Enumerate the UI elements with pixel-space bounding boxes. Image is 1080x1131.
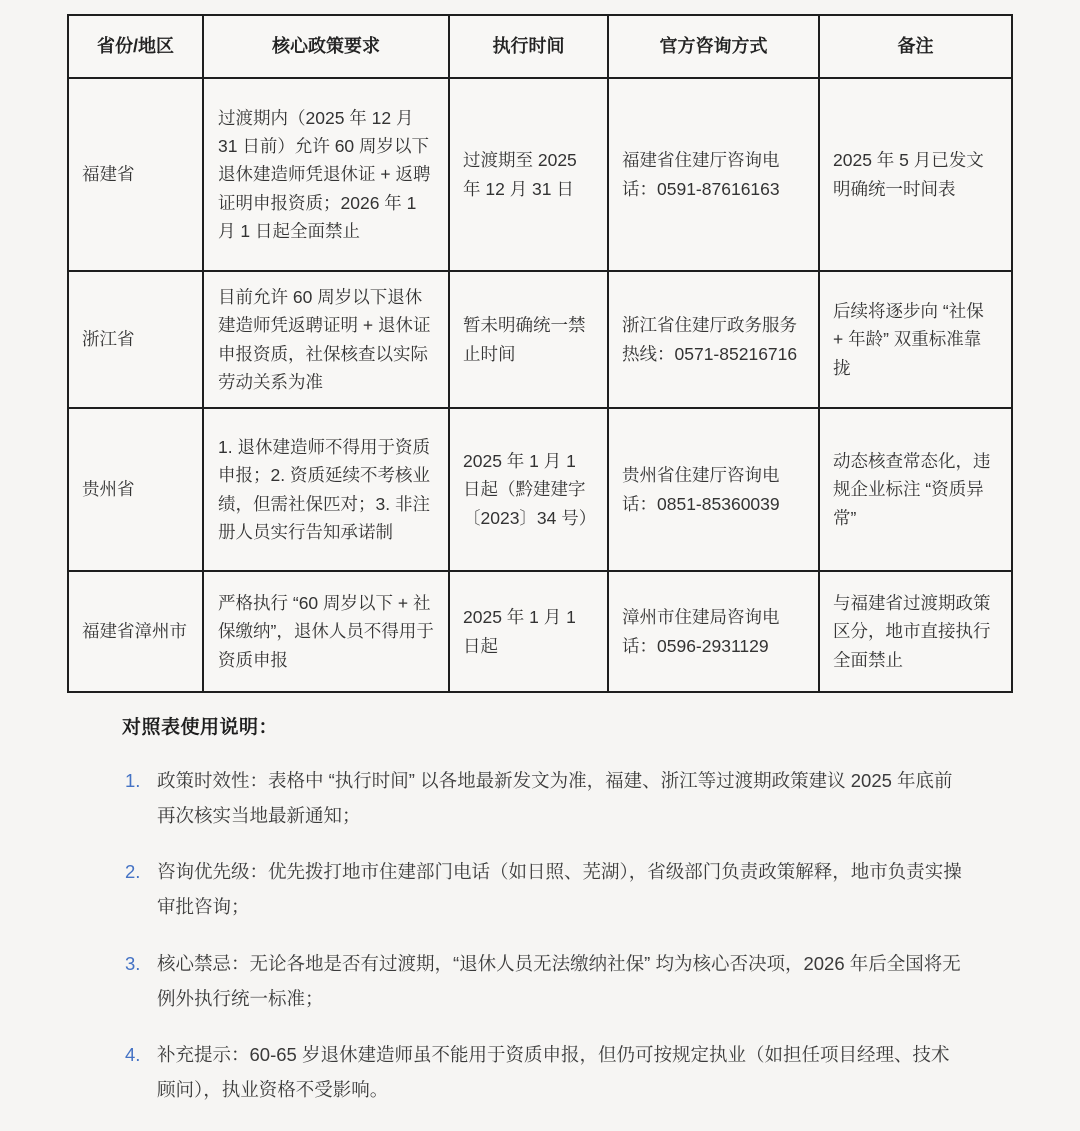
col-header-contact: 官方咨询方式 xyxy=(608,15,819,78)
cell-contact: 福建省住建厅咨询电话：0591-87616163 xyxy=(608,78,819,271)
note-number: 3. xyxy=(125,952,141,974)
table-row xyxy=(68,408,1012,571)
cell-policy: 严格执行 “60 周岁以下 + 社保缴纳”，退休人员不得用于资质申报 xyxy=(203,571,449,692)
cell-note: 2025 年 5 月已发文明确统一时间表 xyxy=(819,78,1012,271)
note-number: 2. xyxy=(125,861,141,883)
notes-title: 对照表使用说明： xyxy=(122,717,279,738)
cell-province: 福建省 xyxy=(68,78,203,271)
cell-province: 福建省漳州市 xyxy=(68,571,203,692)
col-header-policy: 核心政策要求 xyxy=(203,15,449,78)
cell-note: 与福建省过渡期政策区分，地市直接执行全面禁止 xyxy=(819,571,1012,692)
cell-policy: 目前允许 60 周岁以下退休建造师凭返聘证明 + 退休证申报资质，社保核查以实际劳动关系为准 xyxy=(203,271,449,408)
note-item xyxy=(122,763,967,833)
note-text: 政策时效性：表格中 “执行时间” 以各地最新发文为准，福建、浙江等过渡期政策建议 2025 年底前再次核实当地最新通知； xyxy=(157,770,953,827)
table-row xyxy=(68,271,1012,408)
cell-policy: 1. 退休建造师不得用于资质申报；2. 资质延续不考核业绩，但需社保匹对；3. 非注册人员实行告知承诺制 xyxy=(203,408,449,571)
col-header-province: 省份/地区 xyxy=(68,15,203,78)
cell-time: 暂未明确统一禁止时间 xyxy=(449,271,608,408)
cell-province: 浙江省 xyxy=(68,271,203,408)
cell-time: 过渡期至 2025 年 12 月 31 日 xyxy=(449,78,608,271)
cell-note: 后续将逐步向 “社保 + 年龄” 双重标准靠拢 xyxy=(819,271,1012,408)
cell-contact: 贵州省住建厅咨询电话：0851-85360039 xyxy=(608,408,819,571)
note-item xyxy=(122,1037,967,1107)
note-text: 核心禁忌：无论各地是否有过渡期，“退休人员无法缴纳社保” 均为核心否决项，2026 年后全国将无例外执行统一标准； xyxy=(157,952,961,1009)
col-header-note: 备注 xyxy=(819,15,1012,78)
cell-contact: 浙江省住建厅政务服务热线：0571-85216716 xyxy=(608,271,819,408)
policy-comparison-table xyxy=(67,14,1013,693)
notes-section xyxy=(122,712,967,1128)
col-header-time: 执行时间 xyxy=(449,15,608,78)
note-number: 4. xyxy=(125,1043,141,1065)
cell-time: 2025 年 1 月 1 日起（黔建建字〔2023〕34 号） xyxy=(449,408,608,571)
note-text: 咨询优先级：优先拨打地市住建部门电话（如日照、芜湖），省级部门负责政策解释，地市负责实操审批咨询； xyxy=(157,861,962,918)
table-row xyxy=(68,78,1012,271)
note-text: 补充提示：60-65 岁退休建造师虽不能用于资质申报，但仍可按规定执业（如担任项目经理、技术顾问），执业资格不受影响。 xyxy=(157,1043,950,1100)
table-row xyxy=(68,571,1012,692)
cell-time: 2025 年 1 月 1 日起 xyxy=(449,571,608,692)
note-number: 1. xyxy=(125,770,141,791)
table-header-row xyxy=(68,15,1012,78)
note-item xyxy=(122,854,967,924)
cell-policy: 过渡期内（2025 年 12 月 31 日前）允许 60 周岁以下退休建造师凭退休证 + 返聘证明申报资质；2026 年 1 月 1 日起全面禁止 xyxy=(203,78,449,271)
cell-contact: 漳州市住建局咨询电话：0596-2931129 xyxy=(608,571,819,692)
note-item xyxy=(122,946,967,1016)
cell-province: 贵州省 xyxy=(68,408,203,571)
cell-note: 动态核查常态化，违规企业标注 “资质异常” xyxy=(819,408,1012,571)
